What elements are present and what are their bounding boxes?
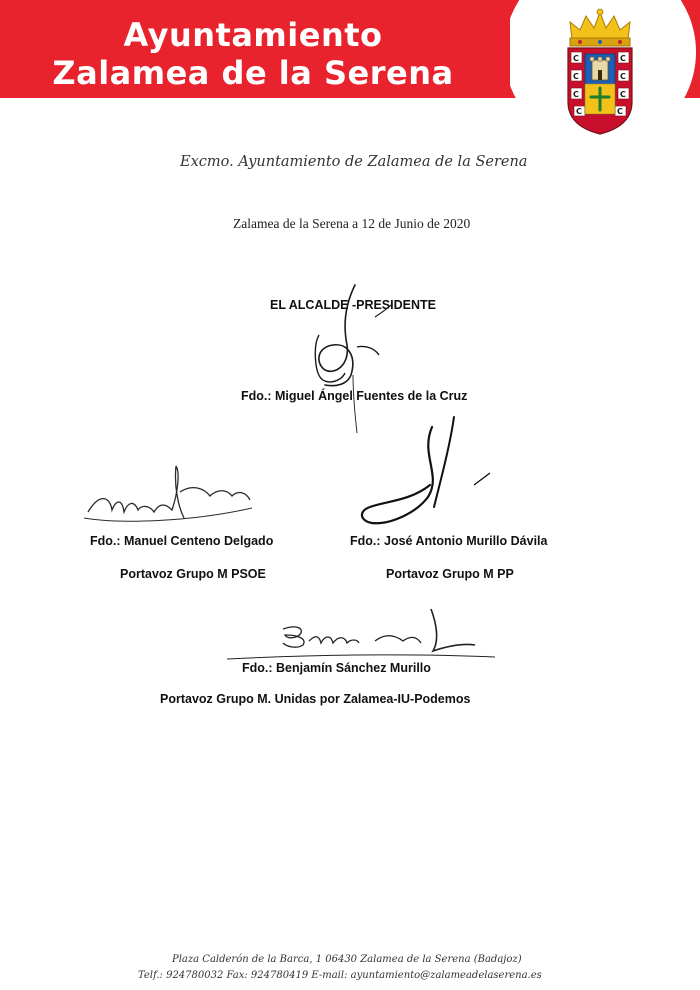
pp-role: Portavoz Grupo M PP	[386, 567, 514, 581]
psoe-signature	[80, 462, 260, 532]
iu-role: Portavoz Grupo M. Unidas por Zalamea-IU-Podemos	[160, 692, 471, 706]
svg-text:C: C	[573, 90, 579, 99]
header-title-line2: Zalamea de la Serena	[52, 54, 454, 92]
pp-signature	[350, 415, 500, 535]
date-line: Zalamea de la Serena a 12 de Junio de 2020	[233, 216, 471, 231]
mayor-signed-name: Fdo.: Miguel Ángel Fuentes de la Cruz	[241, 389, 468, 403]
svg-text:C: C	[573, 54, 579, 63]
svg-text:C: C	[620, 54, 626, 63]
svg-text:C: C	[573, 72, 579, 81]
footer-contact: Telf.: 924780032 Fax: 924780419 E-mail: ayuntamiento@zalameadelaserena.es	[138, 970, 542, 981]
svg-text:C: C	[620, 90, 626, 99]
footer-address: Plaza Calderón de la Barca, 1 06430 Zalamea de la Serena (Badajoz)	[172, 954, 522, 965]
mayor-role: EL ALCALDE -PRESIDENTE	[270, 298, 436, 312]
coat-of-arms-icon	[510, 0, 700, 150]
mayor-signature	[295, 275, 405, 435]
psoe-role: Portavoz Grupo M PSOE	[120, 567, 266, 581]
svg-text:C: C	[617, 107, 623, 116]
svg-text:C: C	[620, 72, 626, 81]
header-title	[48, 16, 458, 92]
svg-text:C: C	[576, 107, 582, 116]
psoe-signed-name: Fdo.: Manuel Centeno Delgado	[90, 534, 274, 548]
header-title-line1: Ayuntamiento	[123, 16, 383, 54]
institution-line: Excmo. Ayuntamiento de Zalamea de la Serena	[180, 154, 528, 170]
pp-signed-name: Fdo.: José Antonio Murillo Dávila	[350, 534, 548, 548]
iu-signed-name: Fdo.: Benjamín Sánchez Murillo	[242, 661, 431, 675]
